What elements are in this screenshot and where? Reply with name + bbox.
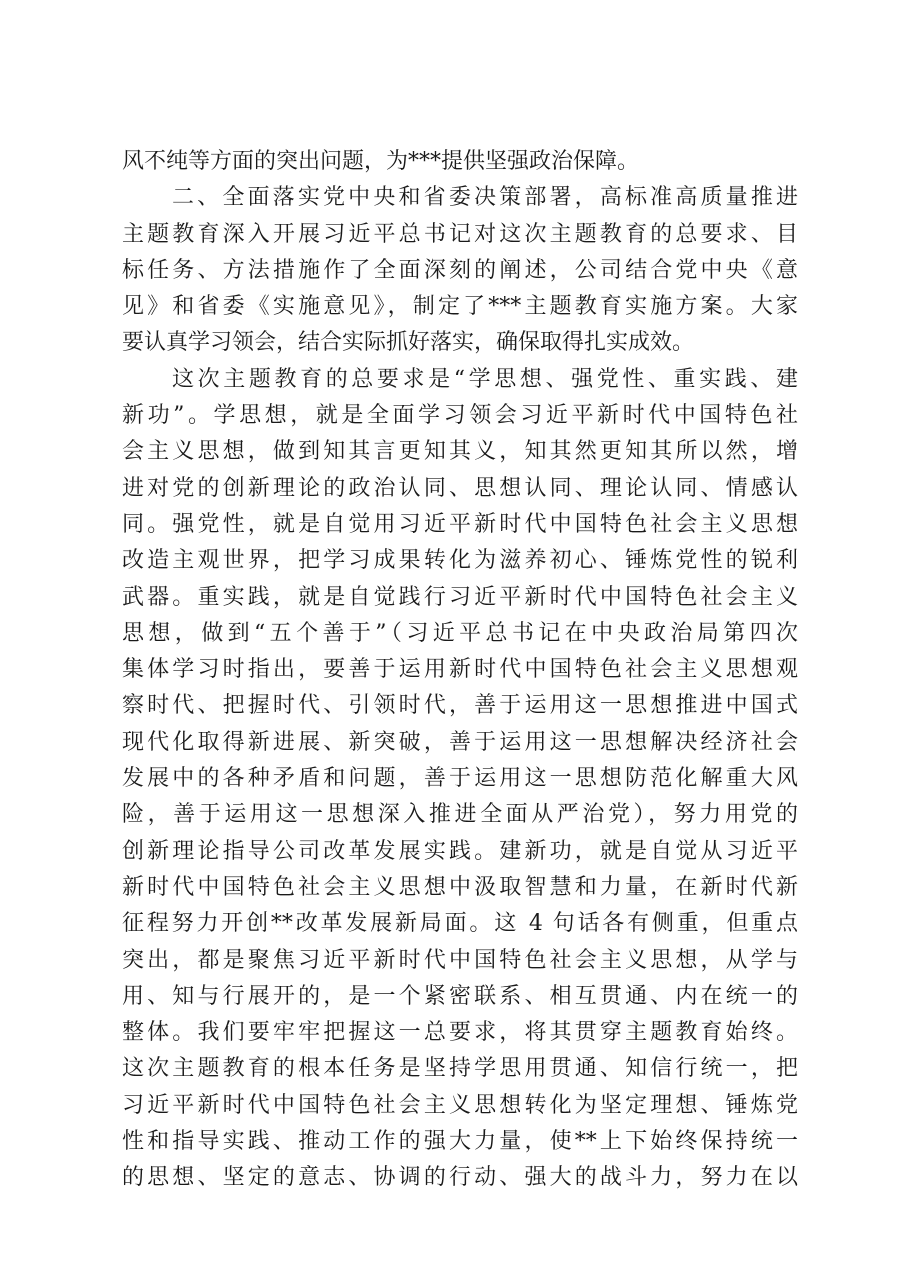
text-line: 察时代、把握时代、引领时代，善于运用这一思想推进中国式 <box>122 693 798 719</box>
text-line: 会主义思想，做到知其言更知其义，知其然更知其所以然，增 <box>122 439 798 465</box>
text-line: 发展中的各种矛盾和问题，善于运用这一思想防范化解重大风 <box>122 766 798 792</box>
text-line: 突出，都是聚焦习近平新时代中国特色社会主义思想，从学与 <box>122 947 798 973</box>
text-line: 的思想、坚定的意志、协调的行动、强大的战斗力，努力在以 <box>122 1165 798 1191</box>
text-line: 进对党的创新理论的政治认同、思想认同、理论认同、情感认 <box>122 475 798 501</box>
text-line: 整体。我们要牢牢把握这一总要求，将其贯穿主题教育始终。 <box>122 1020 798 1046</box>
text-line: 见》和省委《实施意见》，制定了***主题教育实施方案。大家 <box>122 294 798 320</box>
text-line: 险，善于运用这一思想深入推进全面从严治党），努力用党的 <box>122 802 798 828</box>
text-line: 风不纯等方面的突出问题，为***提供坚强政治保障。 <box>122 149 640 174</box>
text-line: 征程努力开创**改革发展新局面。这 4 句话各有侧重，但重点 <box>122 911 798 937</box>
text-line: 创新理论指导公司改革发展实践。建新功，就是自觉从习近平 <box>122 838 798 864</box>
text-line: 二、全面落实党中央和省委决策部署，高标准高质量推进 <box>172 185 798 211</box>
text-line: 武器。重实践，就是自觉践行习近平新时代中国特色社会主义 <box>122 584 798 610</box>
document-body <box>122 144 798 1197</box>
text-line: 标任务、方法措施作了全面深刻的阐述，公司结合党中央《意 <box>122 257 798 283</box>
text-line: 习近平新时代中国特色社会主义思想转化为坚定理想、锤炼党 <box>122 1092 798 1118</box>
text-line: 这次主题教育的根本任务是坚持学思用贯通、知信行统一，把 <box>122 1056 798 1082</box>
text-line: 集体学习时指出，要善于运用新时代中国特色社会主义思想观 <box>122 657 798 683</box>
text-line: 用、知与行展开的，是一个紧密联系、相互贯通、内在统一的 <box>122 983 798 1009</box>
text-line: 改造主观世界，把学习成果转化为滋养初心、锤炼党性的锐利 <box>122 548 798 574</box>
text-line: 同。强党性，就是自觉用习近平新时代中国特色社会主义思想 <box>122 511 798 537</box>
text-line: 性和指导实践、推动工作的强大力量，使**上下始终保持统一 <box>122 1129 798 1155</box>
text-line: 主题教育深入开展习近平总书记对这次主题教育的总要求、目 <box>122 221 798 247</box>
text-line: 要认真学习领会，结合实际抓好落实，确保取得扎实成效。 <box>122 330 695 356</box>
text-line: 思想，做到“五个善于”（习近平总书记在中央政治局第四次 <box>122 620 798 646</box>
text-line: 这次主题教育的总要求是“学思想、强党性、重实践、建 <box>172 366 798 392</box>
text-line: 新时代中国特色社会主义思想中汲取智慧和力量，在新时代新 <box>122 874 798 900</box>
text-line: 新功”。学思想，就是全面学习领会习近平新时代中国特色社 <box>122 403 798 429</box>
text-line: 现代化取得新进展、新突破，善于运用这一思想解决经济社会 <box>122 729 798 755</box>
